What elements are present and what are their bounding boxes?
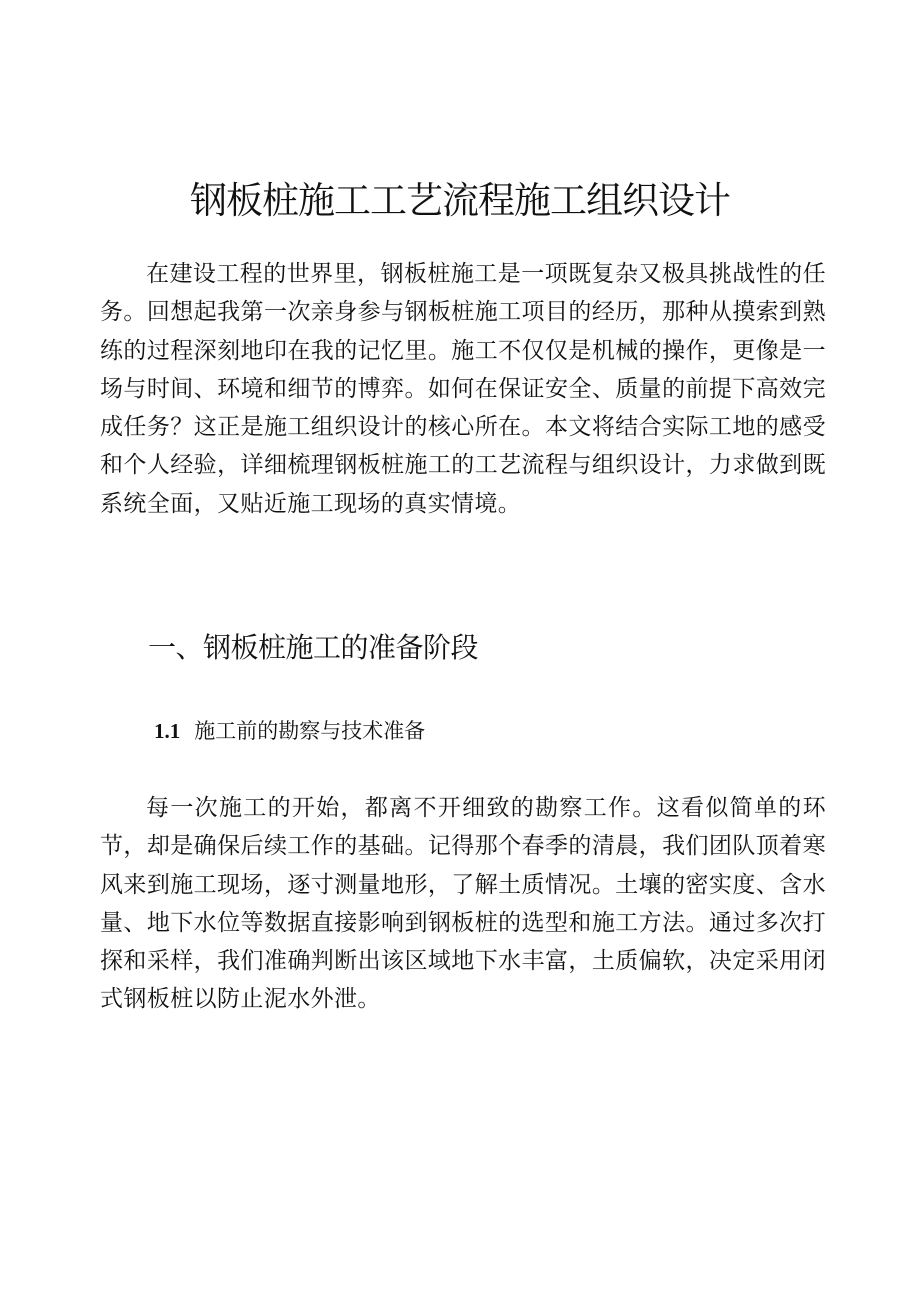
document-title: 钢板桩施工工艺流程施工组织设计 <box>190 179 730 222</box>
section-heading-1: 一、钢板桩施工的准备阶段 <box>148 631 479 664</box>
subsection-number: 1.1 <box>154 719 181 743</box>
subsection-title: 施工前的勘察与技术准备 <box>194 719 426 743</box>
intro-paragraph: 在建设工程的世界里，钢板桩施工是一项既复杂又极具挑战性的任务。回想起我第一次亲身参与钢板桩施工项目的经历，那种从摸索到熟练的过程深刻地印在我的记忆里。施工不仅仅是机械的操作，更像是一场与时间、环境和细节的博弈。如何在保证安全、质量的前提下高效完成任务？这正是施工组织设计的核心所在。本文将结合实际工地的感受和个人经验，详细梳理钢板桩施工的工艺流程与组织设计，力求做到既系统全面，又贴近施工现场的真实情境。 <box>100 261 826 517</box>
subsection-heading-1-1 <box>154 713 425 749</box>
survey-paragraph: 每一次施工的开始，都离不开细致的勘察工作。这看似简单的环节，却是确保后续工作的基础。记得那个春季的清晨，我们团队顶着寒风来到施工现场，逐寸测量地形，了解土质情况。土壤的密实度、含水量、地下水位等数据直接影响到钢板桩的选型和施工方法。通过多次打探和采样，我们准确判断出该区域地下水丰富，土质偏软，决定采用闭式钢板桩以防止泥水外泄。 <box>100 795 826 1013</box>
